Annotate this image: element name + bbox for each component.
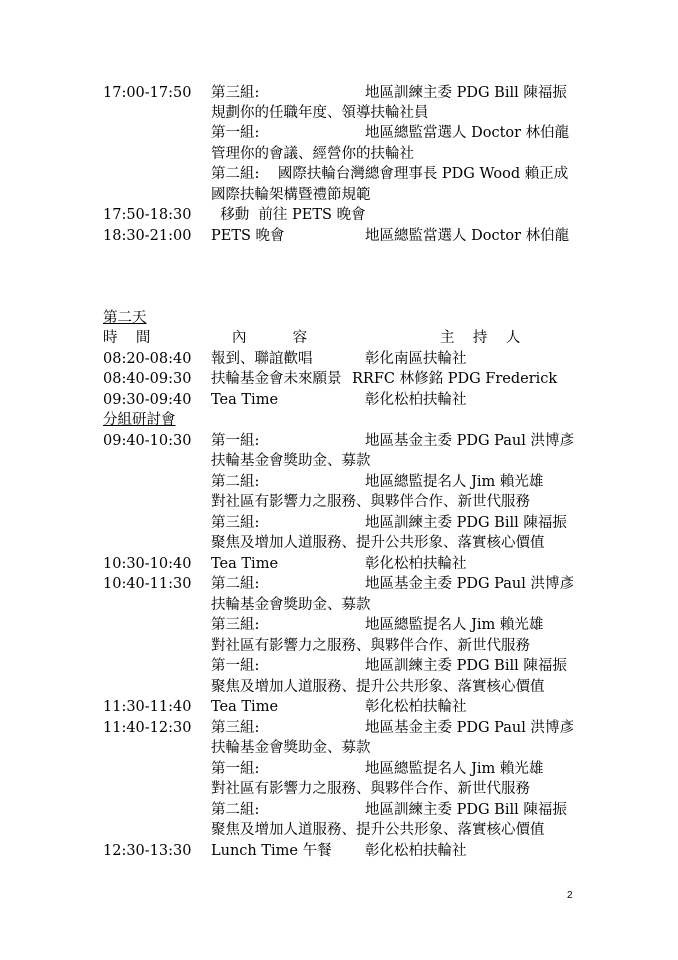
schedule-content: 第一組:	[211, 658, 260, 674]
schedule-host: 地區總監提名人 Jim 賴光雄	[365, 617, 544, 633]
schedule-host: 地區訓練主委 PDG Bill 陳福振	[365, 515, 567, 531]
schedule-content: 第三組:	[211, 85, 260, 101]
schedule-content: 聚焦及增加人道服務、提升公共形象、落實核心價值	[211, 822, 545, 838]
schedule-time: 18:30-21:00	[103, 228, 192, 244]
schedule-time: 08:20-08:40	[103, 351, 192, 367]
schedule-content: 第三組:	[211, 720, 260, 736]
schedule-content: 第二組:	[211, 474, 260, 490]
header-host: 主 持 人	[440, 330, 521, 346]
schedule-time: 08:40-09:30	[103, 371, 192, 387]
page-number: 2	[567, 890, 573, 901]
schedule-content: Tea Time	[211, 392, 279, 408]
schedule-content: 第二組:	[211, 802, 260, 818]
header-time: 時 間	[103, 330, 151, 346]
schedule-time: 09:40-10:30	[103, 433, 192, 449]
schedule-content: 管理你的會議、經營你的扶輪社	[211, 146, 414, 162]
schedule-content: 聚焦及增加人道服務、提升公共形象、落實核心價值	[211, 535, 545, 551]
breakout-title: 分組研討會	[103, 412, 176, 428]
schedule-content: 聚焦及增加人道服務、提升公共形象、落實核心價值	[211, 679, 545, 695]
schedule-host: 地區總監當選人 Doctor 林伯龍	[365, 228, 570, 244]
schedule-host: 地區總監提名人 Jim 賴光雄	[365, 474, 544, 490]
schedule-time: 17:50-18:30	[103, 207, 192, 223]
schedule-content: 對社區有影響力之服務、與夥伴合作、新世代服務	[211, 781, 530, 797]
schedule-host: 地區訓練主委 PDG Bill 陳福振	[365, 802, 567, 818]
schedule-host: 彰化松柏扶輪社	[365, 556, 467, 572]
schedule-host: RRFC 林修銘 PDG Frederick	[352, 371, 558, 387]
schedule-host: 地區總監提名人 Jim 賴光雄	[365, 761, 544, 777]
schedule-host: 地區訓練主委 PDG Bill 陳福振	[365, 85, 567, 101]
schedule-content: PETS 晚會	[211, 228, 285, 244]
schedule-time: 09:30-09:40	[103, 392, 192, 408]
schedule-content: 對社區有影響力之服務、與夥伴合作、新世代服務	[211, 494, 530, 510]
schedule-time: 11:40-12:30	[103, 720, 192, 736]
schedule-host: 地區基金主委 PDG Paul 洪博彥	[365, 433, 575, 449]
schedule-time: 12:30-13:30	[103, 843, 192, 859]
schedule-content: 扶輪基金會獎助金、募款	[211, 740, 371, 756]
schedule-content: 第二組:	[211, 576, 260, 592]
schedule-content: 扶輪基金會獎助金、募款	[211, 453, 371, 469]
schedule-host: 彰化南區扶輪社	[365, 351, 467, 367]
header-content: 內 容	[232, 330, 308, 346]
schedule-content: 第二組: 國際扶輪台灣總會理事長 PDG Wood 賴正成	[211, 166, 569, 182]
schedule-content: 扶輪基金會獎助金、募款	[211, 597, 371, 613]
schedule-content: 移動 前往 PETS 晚會	[211, 207, 366, 223]
schedule-content: 對社區有影響力之服務、與夥伴合作、新世代服務	[211, 638, 530, 654]
schedule-host: 地區基金主委 PDG Paul 洪博彥	[365, 576, 575, 592]
schedule-host: 彰化松柏扶輪社	[365, 392, 467, 408]
schedule-content: Tea Time	[211, 699, 279, 715]
schedule-host: 地區訓練主委 PDG Bill 陳福振	[365, 658, 567, 674]
schedule-time: 10:40-11:30	[103, 576, 192, 592]
schedule-content: 國際扶輪架構暨禮節規範	[211, 187, 371, 203]
schedule-host: 彰化松柏扶輪社	[365, 699, 467, 715]
schedule-content: 報到、聯誼歡唱	[211, 351, 313, 367]
schedule-content: 第一組:	[211, 433, 260, 449]
schedule-time: 10:30-10:40	[103, 556, 192, 572]
schedule-content: 扶輪基金會未來願景	[211, 371, 342, 387]
schedule-time: 11:30-11:40	[103, 699, 192, 715]
schedule-time: 17:00-17:50	[103, 85, 192, 101]
schedule-content: Tea Time	[211, 556, 279, 572]
schedule-host: 彰化松柏扶輪社	[365, 843, 467, 859]
schedule-host: 地區基金主委 PDG Paul 洪博彥	[365, 720, 575, 736]
schedule-content: 第一組:	[211, 761, 260, 777]
schedule-host: 地區總監當選人 Doctor 林伯龍	[365, 125, 570, 141]
schedule-content: Lunch Time 午餐	[211, 843, 332, 859]
schedule-content: 第三組:	[211, 515, 260, 531]
schedule-content: 規劃你的任職年度、領導扶輪社員	[211, 105, 429, 121]
schedule-content: 第一組:	[211, 125, 260, 141]
day2-title: 第二天	[103, 310, 147, 326]
schedule-content: 第三組:	[211, 617, 260, 633]
